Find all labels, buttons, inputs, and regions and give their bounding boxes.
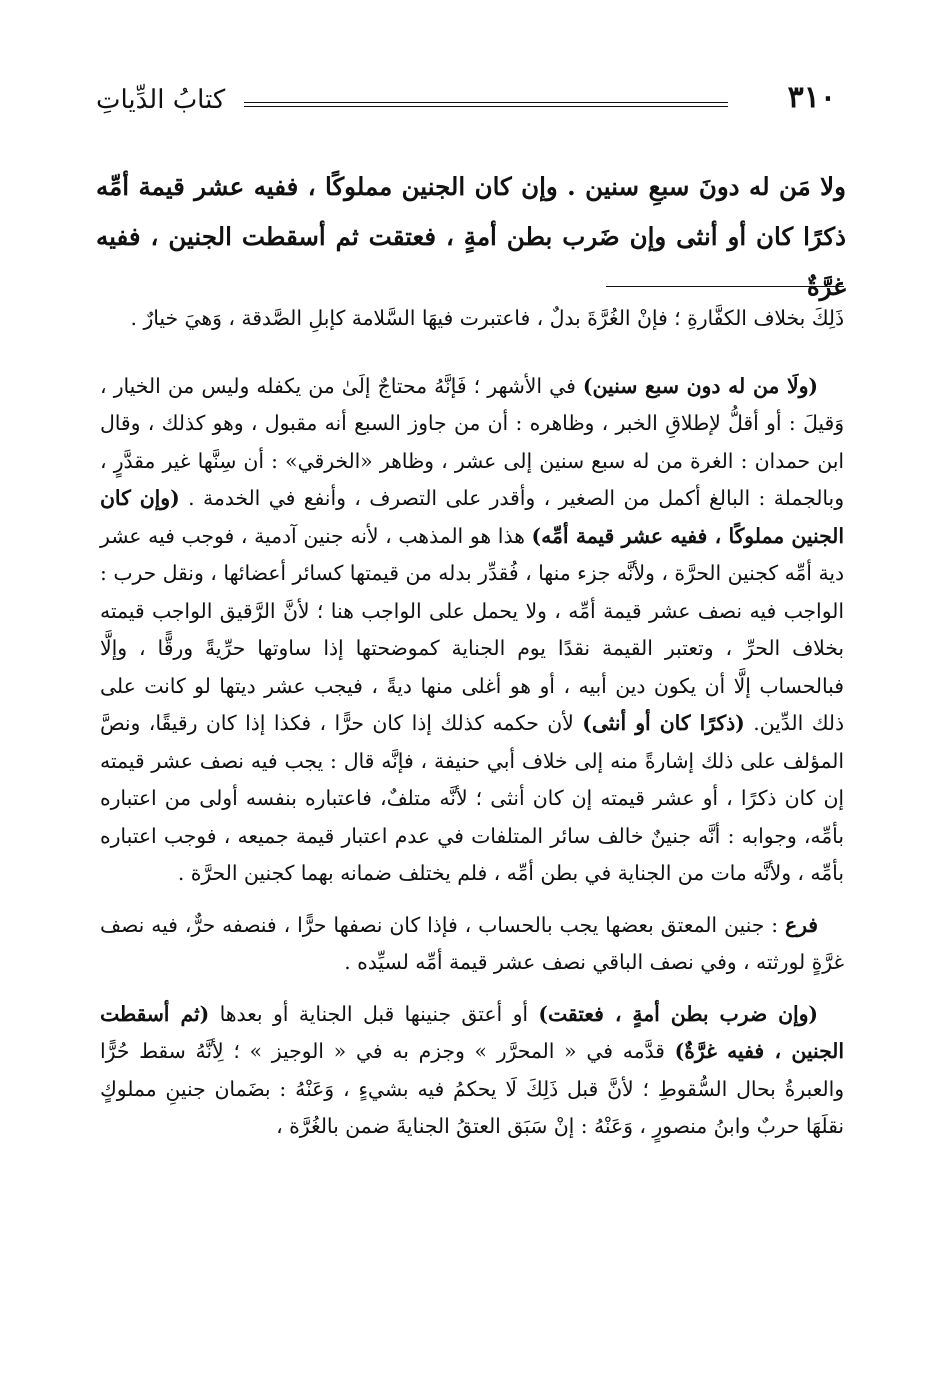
branch-label: فرع [785, 912, 818, 937]
footnote-divider [606, 286, 844, 287]
commentary-text: أو أعتق جنينها قبل الجناية أو بعدها [209, 1001, 539, 1026]
quoted-matn: (ذكرًا كان أو أنثى) [582, 711, 745, 735]
commentary [100, 300, 844, 1160]
matn-text: ولا مَن له دونَ سبعِ سنين . وإن كان الجنين مملوكًا ، ففيه عشر قيمة أمِّه ذكرًا كان أو أنثى وإن ضَرب بطن أمةٍ ، فعتقت ثم أسقطت الجنين ، ففيه غرَّةٌ [96, 172, 846, 301]
commentary-text: هذا هو المذهب ، لأنه جنين آدمية ، فوجب فيه عشر دية أمِّه كجنين الحرَّة ، ولأنَّه جزء منها ، فُقدِّر بدله من قيمتها كسائر أعضائها ، ونقل حرب : الواجب فيه نصف عشر قيمة أمِّه ، ولا يحمل على الواجب هنا ؛ لأنَّ الرَّقيق الواجب قيمته بخلاف الحرِّ ، وتعتبر القيمة نقدًا يوم الجناية كموضحتها إذا ساوتها حرِّيةً ورقًّا ، وإلَّا فبالحساب إلَّا أن يكون دين أبيه ، أو هو أغلى منها ديةً ، فيجب عشر ديتها لو كانت على ذلك الدِّين. [100, 523, 845, 735]
header-rule [244, 102, 728, 103]
commentary-paragraph-1: ذَلِكَ بخلاف الكفَّارةِ ؛ فإنْ الغُرَّةَ بدلٌ ، فاعتبرت فيهَا السَّلامة كإبلِ الصَّدقة ، وَهيَ خيارٌ . [130, 306, 844, 330]
commentary-paragraph-3 [100, 907, 844, 982]
commentary-text: : جنين المعتق بعضها يجب بالحساب ، فإذا كان نصفها حرًّا ، فنصفه حرٌّ، فيه نصف غرَّةٍ لورثته ، وفي نصف الباقي نصف عشر قيمة أمِّه لسيِّده . [100, 912, 844, 974]
commentary-paragraph-4 [100, 996, 844, 1146]
commentary-text: لأن حكمه كذلك إذا كان حرًّا ، فكذا إذا كان رقيقًا، ونصَّ المؤلف على ذلك إشارةً منه إلى خلاف أبي حنيفة ، فإنَّه قال : يجب فيه نصف عشر قيمته إن كان ذكرًا ، أو عشر قيمته إن كان أنثى ؛ لأنَّه متلفٌ، فاعتباره بنفسه أولى من اعتباره بأمِّه، وجوابه : أنَّه جنينٌ خالف سائر المتلفات في عدم اعتبار قيمة جميعه ، فوجب اعتباره بأمِّه ، ولأنَّه مات من الجناية في بطن أمِّه ، فلم يختلف ضمانه بهما كجنين الحرَّة . [100, 711, 844, 885]
commentary-text: في الأشهر ؛ فَإنَّهُ محتاجٌ إلَىٰ من يكفله وليس من الخيار ، وَقيلَ : أو أقلُّ لإطلاقِ الخبر ، وظاهره : أن من جاوز السبع أنه مقبول ، وهو كذلك ، وقال ابن حمدان : الغرة من له سبع سنين إلى عشر ، وظاهر «الخرقي» : أن سِنَّها غير مقدَّرٍ ، وبالجملة : البالغ أكمل من الصغير ، وأقدر على التصرف ، وأنفع في الخدمة . [100, 373, 844, 510]
quoted-matn: (وإن ضرب بطن أمةٍ ، فعتقت) [538, 1001, 818, 1026]
quoted-matn: (ولَا من له دون سبع سنين) [582, 373, 818, 398]
running-title: كتابُ الدِّياتِ [96, 85, 226, 115]
page-number: ٣١٠ [787, 80, 836, 115]
header-rule-double [244, 106, 728, 107]
page-header [96, 78, 840, 122]
commentary-text: قدَّمه في « المحرَّر » وجزم به في « الوجيز » ؛ لِأنَّهُ سقط حُرًّا والعبرةُ بحال السُّقوطِ ؛ لأنَّ قبل ذَلِكَ لَا يحكمُ فيه بشيءٍ ، وَعَنْهُ : بضَمان جنينِ مملوكٍ نقلَهَا حربٌ وابنُ منصورٍ ، وَعَنْهُ : إنْ سَبَق العتقُ الجنايةَ ضمن بالغُرَّة ، [100, 1039, 844, 1138]
quoted-matn: (ثم أسقطت الجنين ، ففيه غرَّةٌ) [100, 1001, 844, 1063]
commentary-paragraph-2 [100, 368, 844, 893]
quoted-matn: (وإن كان الجنين مملوكًا ، ففيه عشر قيمة أمِّه) [100, 486, 844, 548]
